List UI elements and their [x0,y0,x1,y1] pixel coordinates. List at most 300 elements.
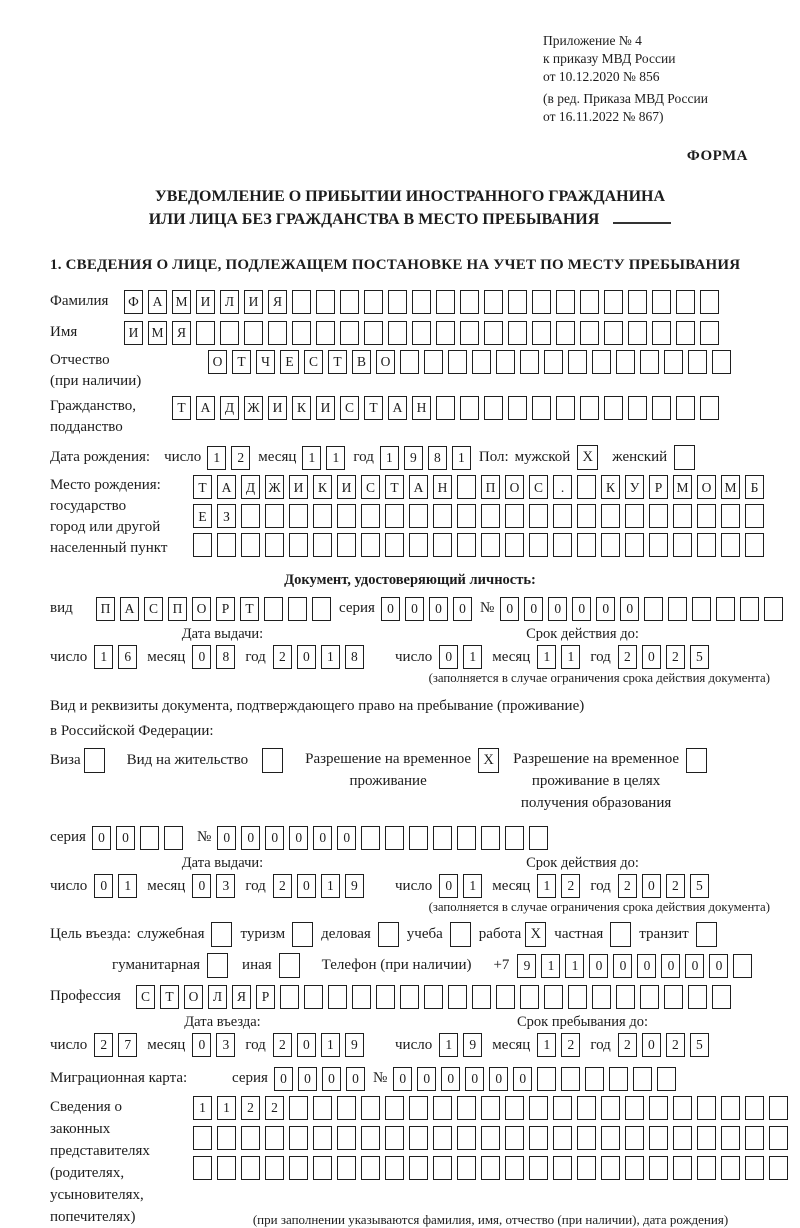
char-cell[interactable]: 8 [216,645,235,669]
char-cell[interactable]: 2 [666,1033,685,1057]
char-cell[interactable] [640,985,659,1009]
char-cell[interactable]: 1 [94,645,113,669]
purpose-private-checkbox[interactable] [610,922,631,947]
char-cell[interactable] [193,1156,212,1180]
char-cell[interactable] [400,985,419,1009]
char-cell[interactable]: И [244,290,263,314]
char-cell[interactable]: Р [256,985,275,1009]
char-cell[interactable]: С [144,597,163,621]
mc-number-cells[interactable] [393,1067,676,1091]
temp-residence-edu-checkbox[interactable] [686,748,707,773]
char-cell[interactable] [409,1156,428,1180]
birthplace-cells-row1[interactable] [193,475,764,499]
char-cell[interactable]: Р [216,597,235,621]
char-cell[interactable]: Т [240,597,259,621]
char-cell[interactable] [385,1096,404,1120]
char-cell[interactable] [577,1096,596,1120]
char-cell[interactable]: 0 [453,597,472,621]
char-cell[interactable] [484,396,503,420]
purpose-study-checkbox[interactable] [450,922,471,947]
char-cell[interactable] [657,1067,676,1091]
char-cell[interactable] [268,321,287,345]
char-cell[interactable] [740,597,759,621]
char-cell[interactable]: 2 [618,874,637,898]
char-cell[interactable] [433,1156,452,1180]
char-cell[interactable]: И [268,396,287,420]
char-cell[interactable] [457,826,476,850]
representatives-cells-row2[interactable] [193,1126,788,1150]
char-cell[interactable]: 9 [517,954,536,978]
char-cell[interactable] [220,321,239,345]
char-cell[interactable] [217,533,236,557]
char-cell[interactable] [364,321,383,345]
char-cell[interactable] [412,290,431,314]
char-cell[interactable]: 0 [217,826,236,850]
sex-female-checkbox[interactable] [674,445,695,470]
char-cell[interactable] [433,826,452,850]
char-cell[interactable]: 1 [463,645,482,669]
char-cell[interactable] [496,985,515,1009]
char-cell[interactable] [721,1156,740,1180]
char-cell[interactable]: 1 [439,1033,458,1057]
char-cell[interactable] [532,396,551,420]
char-cell[interactable]: 0 [192,874,211,898]
char-cell[interactable]: М [721,475,740,499]
profession-cells[interactable] [136,985,731,1009]
char-cell[interactable] [700,290,719,314]
char-cell[interactable]: 2 [666,874,685,898]
char-cell[interactable] [280,985,299,1009]
char-cell[interactable]: 2 [618,645,637,669]
doc-number-cells[interactable] [500,597,783,621]
char-cell[interactable]: А [388,396,407,420]
char-cell[interactable]: 2 [666,645,685,669]
char-cell[interactable] [193,1126,212,1150]
char-cell[interactable] [436,321,455,345]
char-cell[interactable]: 0 [637,954,656,978]
char-cell[interactable] [716,597,735,621]
char-cell[interactable]: О [208,350,227,374]
char-cell[interactable] [460,396,479,420]
char-cell[interactable] [505,1156,524,1180]
char-cell[interactable] [692,597,711,621]
issue-month-cells[interactable] [192,645,235,669]
char-cell[interactable]: В [352,350,371,374]
char-cell[interactable]: 0 [192,645,211,669]
char-cell[interactable] [164,826,183,850]
issue-year-cells[interactable] [273,645,364,669]
char-cell[interactable] [481,1096,500,1120]
char-cell[interactable]: 0 [393,1067,412,1091]
char-cell[interactable] [385,504,404,528]
char-cell[interactable]: 2 [273,1033,292,1057]
char-cell[interactable]: 0 [548,597,567,621]
char-cell[interactable]: 0 [192,1033,211,1057]
char-cell[interactable] [700,321,719,345]
char-cell[interactable] [769,1096,788,1120]
char-cell[interactable]: 0 [381,597,400,621]
char-cell[interactable] [361,1126,380,1150]
char-cell[interactable] [673,504,692,528]
char-cell[interactable]: Я [172,321,191,345]
char-cell[interactable] [529,1156,548,1180]
char-cell[interactable] [508,396,527,420]
char-cell[interactable]: 2 [265,1096,284,1120]
char-cell[interactable] [484,290,503,314]
char-cell[interactable] [460,290,479,314]
char-cell[interactable]: 7 [118,1033,137,1057]
char-cell[interactable]: 0 [297,645,316,669]
char-cell[interactable]: 2 [94,1033,113,1057]
char-cell[interactable] [628,396,647,420]
char-cell[interactable] [289,1156,308,1180]
char-cell[interactable] [436,290,455,314]
char-cell[interactable] [409,504,428,528]
char-cell[interactable] [676,290,695,314]
char-cell[interactable] [457,475,476,499]
char-cell[interactable]: 2 [273,645,292,669]
char-cell[interactable] [673,1126,692,1150]
stay-issue-day-cells[interactable] [94,874,137,898]
char-cell[interactable]: 1 [463,874,482,898]
char-cell[interactable] [697,1156,716,1180]
char-cell[interactable] [697,1096,716,1120]
char-cell[interactable]: Т [160,985,179,1009]
char-cell[interactable] [721,504,740,528]
char-cell[interactable] [585,1067,604,1091]
char-cell[interactable] [649,1156,668,1180]
valid-month-cells[interactable] [537,645,580,669]
char-cell[interactable] [601,1096,620,1120]
char-cell[interactable]: А [120,597,139,621]
char-cell[interactable]: 8 [428,446,447,470]
char-cell[interactable] [424,350,443,374]
char-cell[interactable] [544,985,563,1009]
char-cell[interactable] [577,533,596,557]
char-cell[interactable] [292,290,311,314]
char-cell[interactable] [553,1126,572,1150]
stay-valid-year-cells[interactable] [618,874,709,898]
char-cell[interactable] [664,985,683,1009]
char-cell[interactable] [193,533,212,557]
char-cell[interactable] [556,290,575,314]
char-cell[interactable] [409,1096,428,1120]
char-cell[interactable] [361,533,380,557]
char-cell[interactable] [289,1126,308,1150]
char-cell[interactable] [616,985,635,1009]
char-cell[interactable] [644,597,663,621]
char-cell[interactable] [745,1156,764,1180]
char-cell[interactable] [361,826,380,850]
char-cell[interactable]: 6 [118,645,137,669]
birth-month-cells[interactable] [302,446,345,470]
char-cell[interactable] [313,533,332,557]
char-cell[interactable] [328,985,347,1009]
char-cell[interactable] [484,321,503,345]
char-cell[interactable] [625,504,644,528]
char-cell[interactable] [553,1096,572,1120]
char-cell[interactable] [472,985,491,1009]
char-cell[interactable]: 0 [661,954,680,978]
char-cell[interactable]: Ф [124,290,143,314]
char-cell[interactable]: К [313,475,332,499]
char-cell[interactable]: 5 [690,1033,709,1057]
valid-day-cells[interactable] [439,645,482,669]
char-cell[interactable]: 5 [690,645,709,669]
char-cell[interactable] [424,985,443,1009]
char-cell[interactable] [520,350,539,374]
char-cell[interactable]: 1 [207,446,226,470]
char-cell[interactable]: 0 [709,954,728,978]
char-cell[interactable] [628,321,647,345]
char-cell[interactable] [505,533,524,557]
char-cell[interactable] [496,350,515,374]
visa-checkbox[interactable] [84,748,105,773]
char-cell[interactable] [745,504,764,528]
char-cell[interactable] [316,321,335,345]
char-cell[interactable] [304,985,323,1009]
purpose-business-checkbox[interactable] [378,922,399,947]
char-cell[interactable]: 0 [589,954,608,978]
char-cell[interactable]: Т [385,475,404,499]
char-cell[interactable] [364,290,383,314]
char-cell[interactable]: 9 [345,1033,364,1057]
char-cell[interactable] [673,533,692,557]
char-cell[interactable] [433,533,452,557]
char-cell[interactable]: 0 [297,874,316,898]
char-cell[interactable] [625,1156,644,1180]
patronymic-cells[interactable] [208,350,731,374]
char-cell[interactable] [553,504,572,528]
char-cell[interactable] [265,1156,284,1180]
char-cell[interactable] [457,504,476,528]
entry-day-cells[interactable] [94,1033,137,1057]
char-cell[interactable] [649,1126,668,1150]
char-cell[interactable]: 0 [417,1067,436,1091]
char-cell[interactable] [769,1126,788,1150]
char-cell[interactable] [532,290,551,314]
char-cell[interactable]: 0 [465,1067,484,1091]
char-cell[interactable] [337,533,356,557]
char-cell[interactable] [697,504,716,528]
char-cell[interactable] [140,826,159,850]
char-cell[interactable] [241,1126,260,1150]
char-cell[interactable] [721,533,740,557]
char-cell[interactable] [337,1156,356,1180]
char-cell[interactable] [649,1096,668,1120]
char-cell[interactable] [508,290,527,314]
char-cell[interactable] [352,985,371,1009]
stay-series-cells[interactable] [92,826,183,850]
doc-kind-cells[interactable] [96,597,331,621]
char-cell[interactable]: Ж [265,475,284,499]
char-cell[interactable] [529,826,548,850]
char-cell[interactable]: Т [232,350,251,374]
char-cell[interactable] [217,1126,236,1150]
char-cell[interactable]: 0 [289,826,308,850]
stay-valid-day-cells[interactable] [439,874,482,898]
char-cell[interactable]: 0 [572,597,591,621]
char-cell[interactable]: 1 [217,1096,236,1120]
char-cell[interactable]: 0 [429,597,448,621]
char-cell[interactable]: 9 [345,874,364,898]
char-cell[interactable] [712,350,731,374]
char-cell[interactable] [409,826,428,850]
char-cell[interactable] [633,1067,652,1091]
stay-until-year-cells[interactable] [618,1033,709,1057]
char-cell[interactable]: А [148,290,167,314]
stay-number-cells[interactable] [217,826,548,850]
char-cell[interactable] [340,321,359,345]
stay-issue-month-cells[interactable] [192,874,235,898]
char-cell[interactable]: 0 [642,874,661,898]
char-cell[interactable]: Ж [244,396,263,420]
char-cell[interactable]: А [409,475,428,499]
char-cell[interactable] [457,1096,476,1120]
char-cell[interactable] [508,321,527,345]
char-cell[interactable]: 1 [537,645,556,669]
char-cell[interactable] [745,533,764,557]
char-cell[interactable] [568,350,587,374]
char-cell[interactable] [764,597,783,621]
valid-year-cells[interactable] [618,645,709,669]
char-cell[interactable]: 0 [346,1067,365,1091]
char-cell[interactable] [580,290,599,314]
char-cell[interactable] [580,396,599,420]
char-cell[interactable] [264,597,283,621]
char-cell[interactable]: М [172,290,191,314]
char-cell[interactable]: 1 [452,446,471,470]
char-cell[interactable] [448,350,467,374]
char-cell[interactable]: С [136,985,155,1009]
char-cell[interactable]: 1 [302,446,321,470]
char-cell[interactable]: 1 [537,1033,556,1057]
entry-year-cells[interactable] [273,1033,364,1057]
char-cell[interactable] [460,321,479,345]
char-cell[interactable] [505,1126,524,1150]
purpose-humanitarian-checkbox[interactable] [207,953,228,978]
char-cell[interactable]: П [168,597,187,621]
char-cell[interactable] [361,1096,380,1120]
char-cell[interactable] [505,826,524,850]
sex-male-checkbox[interactable]: X [577,445,598,470]
char-cell[interactable] [376,985,395,1009]
char-cell[interactable]: 1 [326,446,345,470]
char-cell[interactable]: К [601,475,620,499]
char-cell[interactable]: Н [412,396,431,420]
char-cell[interactable] [697,1126,716,1150]
stay-valid-month-cells[interactable] [537,874,580,898]
temp-residence-checkbox[interactable]: X [478,748,499,773]
char-cell[interactable] [769,1156,788,1180]
citizenship-cells[interactable] [172,396,719,420]
char-cell[interactable]: 3 [216,874,235,898]
char-cell[interactable] [568,985,587,1009]
char-cell[interactable] [529,1096,548,1120]
char-cell[interactable] [217,1156,236,1180]
char-cell[interactable]: К [292,396,311,420]
char-cell[interactable] [700,396,719,420]
representatives-cells-row3[interactable] [193,1156,788,1180]
char-cell[interactable] [532,321,551,345]
char-cell[interactable]: Л [208,985,227,1009]
char-cell[interactable]: 1 [321,874,340,898]
char-cell[interactable] [292,321,311,345]
char-cell[interactable]: Б [745,475,764,499]
char-cell[interactable] [664,350,683,374]
char-cell[interactable] [433,504,452,528]
char-cell[interactable]: О [697,475,716,499]
char-cell[interactable]: М [148,321,167,345]
char-cell[interactable] [652,290,671,314]
char-cell[interactable] [561,1067,580,1091]
purpose-tourism-checkbox[interactable] [292,922,313,947]
char-cell[interactable] [625,1126,644,1150]
char-cell[interactable] [609,1067,628,1091]
char-cell[interactable]: 1 [321,645,340,669]
char-cell[interactable] [537,1067,556,1091]
birth-year-cells[interactable] [380,446,471,470]
char-cell[interactable]: Я [232,985,251,1009]
char-cell[interactable]: 0 [439,645,458,669]
mc-series-cells[interactable] [274,1067,365,1091]
char-cell[interactable]: П [96,597,115,621]
char-cell[interactable] [196,321,215,345]
char-cell[interactable]: А [196,396,215,420]
char-cell[interactable] [652,321,671,345]
char-cell[interactable]: Д [241,475,260,499]
char-cell[interactable] [409,1126,428,1150]
char-cell[interactable]: Д [220,396,239,420]
char-cell[interactable]: З [217,504,236,528]
char-cell[interactable] [337,1126,356,1150]
char-cell[interactable] [436,396,455,420]
char-cell[interactable] [649,504,668,528]
char-cell[interactable]: 2 [273,874,292,898]
stay-until-day-cells[interactable] [439,1033,482,1057]
char-cell[interactable] [745,1126,764,1150]
char-cell[interactable]: И [196,290,215,314]
char-cell[interactable] [313,1126,332,1150]
purpose-work-checkbox[interactable]: X [525,922,546,947]
char-cell[interactable] [385,1156,404,1180]
char-cell[interactable] [640,350,659,374]
char-cell[interactable] [433,1096,452,1120]
char-cell[interactable]: Н [433,475,452,499]
char-cell[interactable] [388,321,407,345]
char-cell[interactable] [676,321,695,345]
char-cell[interactable] [676,396,695,420]
char-cell[interactable]: 9 [463,1033,482,1057]
char-cell[interactable]: 0 [313,826,332,850]
char-cell[interactable]: 0 [92,826,111,850]
char-cell[interactable] [649,533,668,557]
char-cell[interactable]: Т [328,350,347,374]
char-cell[interactable] [604,290,623,314]
char-cell[interactable] [592,985,611,1009]
char-cell[interactable]: 0 [642,1033,661,1057]
char-cell[interactable] [385,826,404,850]
char-cell[interactable]: И [289,475,308,499]
char-cell[interactable] [601,533,620,557]
char-cell[interactable]: Ч [256,350,275,374]
char-cell[interactable] [721,1096,740,1120]
char-cell[interactable] [721,1126,740,1150]
char-cell[interactable] [448,985,467,1009]
char-cell[interactable] [481,1126,500,1150]
char-cell[interactable]: 0 [439,874,458,898]
char-cell[interactable] [505,1096,524,1120]
